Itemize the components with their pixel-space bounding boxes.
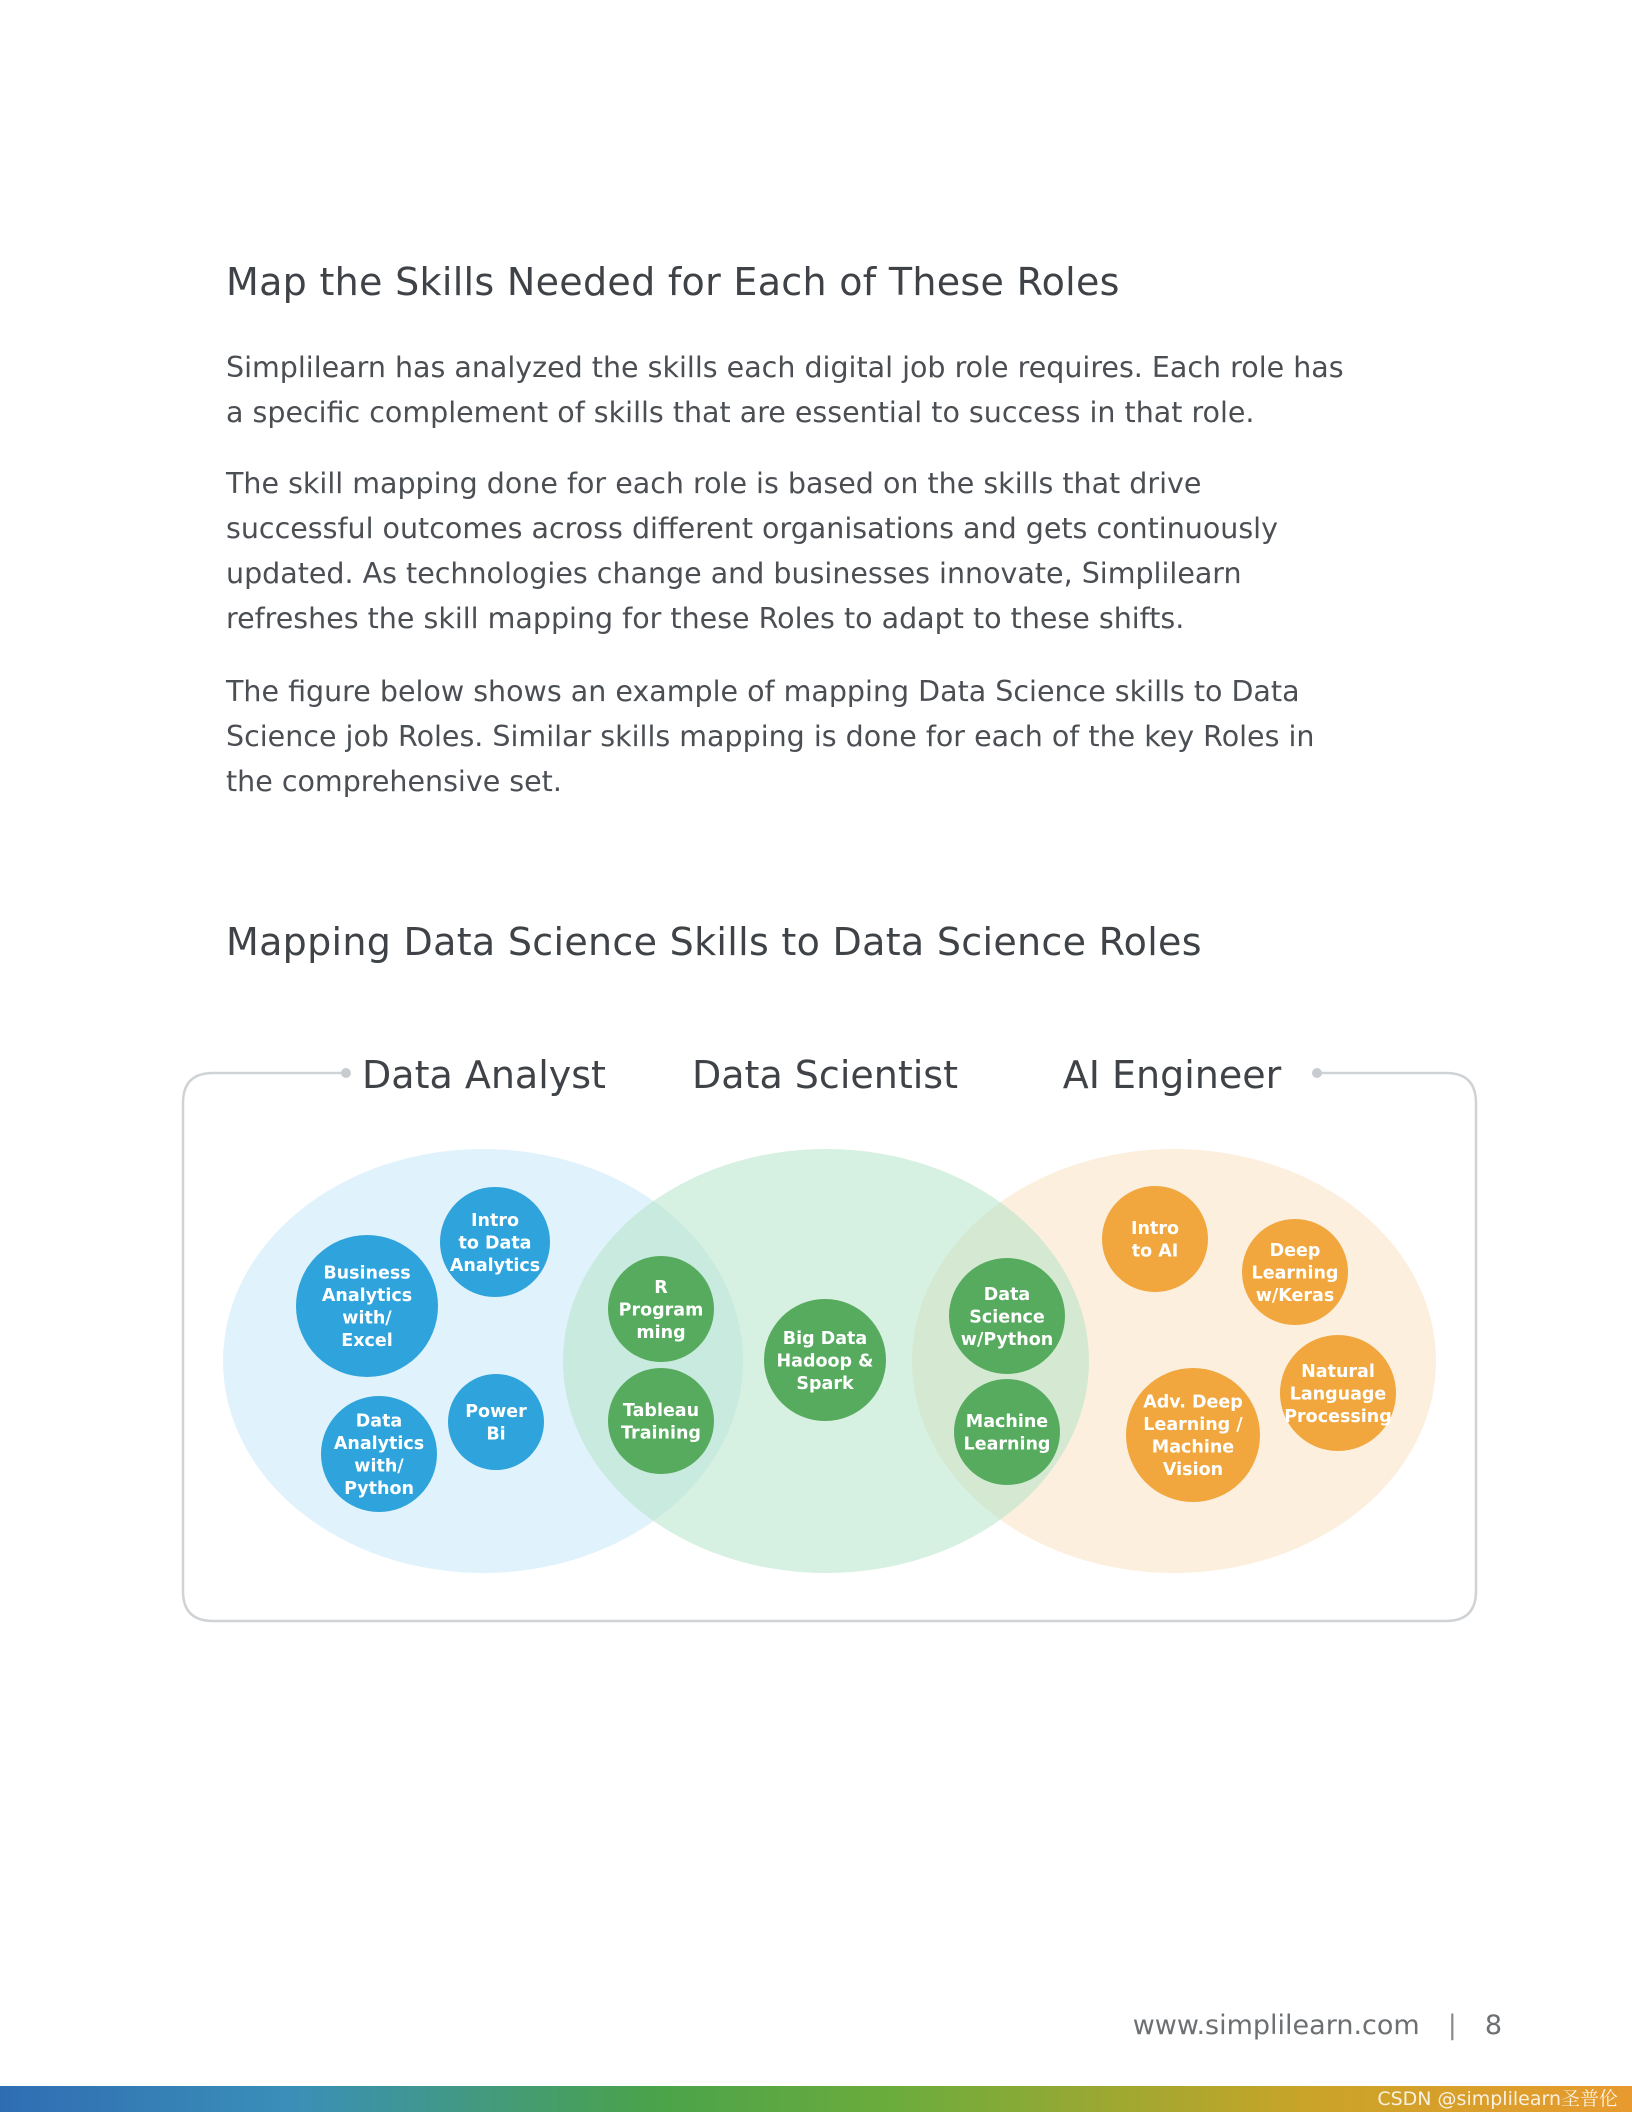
skill-bubble-label: Vision <box>1162 1460 1224 1481</box>
watermark: CSDN @simplilearn圣普伦 <box>1377 2088 1618 2110</box>
skill-bubble-label: Data <box>355 1411 403 1432</box>
skill-bubble-label: w/Python <box>960 1329 1054 1350</box>
skill-bubble-label: Deep <box>1269 1240 1321 1261</box>
role-label-ai-engineer: AI Engineer <box>1062 1053 1282 1097</box>
skill-bubble-label: Intro <box>471 1210 519 1231</box>
frame-left-dot <box>341 1068 351 1078</box>
skill-bubble-adv-deep-learning-vision <box>1126 1368 1260 1502</box>
skill-bubble-label: Python <box>344 1479 414 1500</box>
skill-bubble-label: Program <box>618 1300 704 1321</box>
skill-bubble-label: Power <box>465 1402 527 1423</box>
skill-bubble-label: to AI <box>1131 1241 1179 1262</box>
skill-bubble-business-analytics-excel <box>296 1235 438 1377</box>
role-label-data-scientist: Data Scientist <box>692 1053 958 1097</box>
skill-bubble-label: ming <box>636 1322 686 1343</box>
skill-bubble-label: Hadoop & <box>776 1351 874 1372</box>
skill-bubble-data-science-python <box>949 1258 1065 1374</box>
skill-bubble-label: Learning <box>963 1434 1051 1455</box>
skill-bubble-label: Processing <box>1284 1406 1392 1427</box>
skill-bubble-label: Learning / <box>1143 1415 1243 1436</box>
section-heading-data-science-mapping: Mapping Data Science Skills to Data Science Roles <box>226 920 1202 964</box>
frame-right-dot <box>1312 1068 1322 1078</box>
skill-bubble-big-data-hadoop-spark <box>764 1299 886 1421</box>
skill-bubble-intro-to-ai <box>1102 1186 1208 1292</box>
skill-bubble-label: Excel <box>341 1331 393 1352</box>
skill-bubble-r-programming <box>608 1256 714 1362</box>
skill-bubble-label: R <box>654 1277 668 1298</box>
skill-bubble-label: Business <box>323 1263 411 1284</box>
skill-bubble-label: Analytics <box>449 1255 541 1276</box>
skill-bubble-label: Data <box>983 1284 1031 1305</box>
page-footer <box>1133 2010 1502 2041</box>
skill-bubble-data-analytics-python <box>321 1396 437 1512</box>
skill-bubble-intro-data-analytics <box>440 1187 550 1297</box>
skill-bubble-label: Tableau <box>622 1401 700 1422</box>
footer-url[interactable]: www.simplilearn.com <box>1132 2010 1420 2041</box>
skill-bubble-label: Machine <box>965 1412 1049 1433</box>
skill-bubble-label: to Data <box>458 1233 532 1254</box>
skill-bubble-label: Training <box>621 1423 701 1444</box>
skill-bubble-label: Learning <box>1251 1263 1339 1284</box>
skill-bubble-label: Intro <box>1131 1219 1179 1240</box>
section-heading-skills-mapping: Map the Skills Needed for Each of These Roles <box>226 260 1120 304</box>
paragraph-skill-mapping: The skill mapping done for each role is based on the skills that drive successful outcomes across different organisations and gets continuously updated. As technologies change and businesses innovate, Simplilearn refreshes the skill mapping for these Roles to adapt to these shifts. <box>226 467 1278 635</box>
skill-bubble-label: w/Keras <box>1255 1285 1335 1306</box>
skill-bubble-power-bi <box>448 1374 544 1470</box>
skill-bubble-label: Big Data <box>782 1328 868 1349</box>
skill-bubble-label: with/ <box>342 1308 392 1329</box>
page-number: 8 <box>1484 2010 1502 2041</box>
paragraph-figure-description: The figure below shows an example of mapping Data Science skills to Data Science job Roles. Similar skills mapping is done for each of the key Roles in the comprehensive set. <box>226 675 1315 798</box>
skill-bubble-deep-learning-keras <box>1242 1219 1348 1325</box>
skill-bubble-label: Bi <box>486 1424 506 1445</box>
skill-bubble-label: Natural <box>1301 1361 1375 1382</box>
footer-separator: | <box>1447 2010 1457 2041</box>
skill-bubble-label: Analytics <box>321 1286 413 1307</box>
skill-bubble-natural-language-processing <box>1280 1335 1396 1451</box>
skill-bubble-label: Spark <box>796 1373 854 1394</box>
skill-bubble-label: Language <box>1289 1384 1387 1405</box>
skill-bubble-machine-learning <box>954 1379 1060 1485</box>
role-label-data-analyst: Data Analyst <box>362 1053 606 1097</box>
skill-bubble-label: Analytics <box>333 1434 425 1455</box>
paragraph-intro: Simplilearn has analyzed the skills each digital job role requires. Each role has a specific complement of skills that are essential to success in that role. <box>226 351 1344 429</box>
skill-bubble-label: Science <box>969 1307 1045 1328</box>
skill-bubble-label: with/ <box>354 1456 404 1477</box>
skill-bubble-label: Adv. Deep <box>1143 1392 1243 1413</box>
skill-bubble-label: Machine <box>1151 1437 1235 1458</box>
skill-bubble-tableau-training <box>608 1368 714 1474</box>
